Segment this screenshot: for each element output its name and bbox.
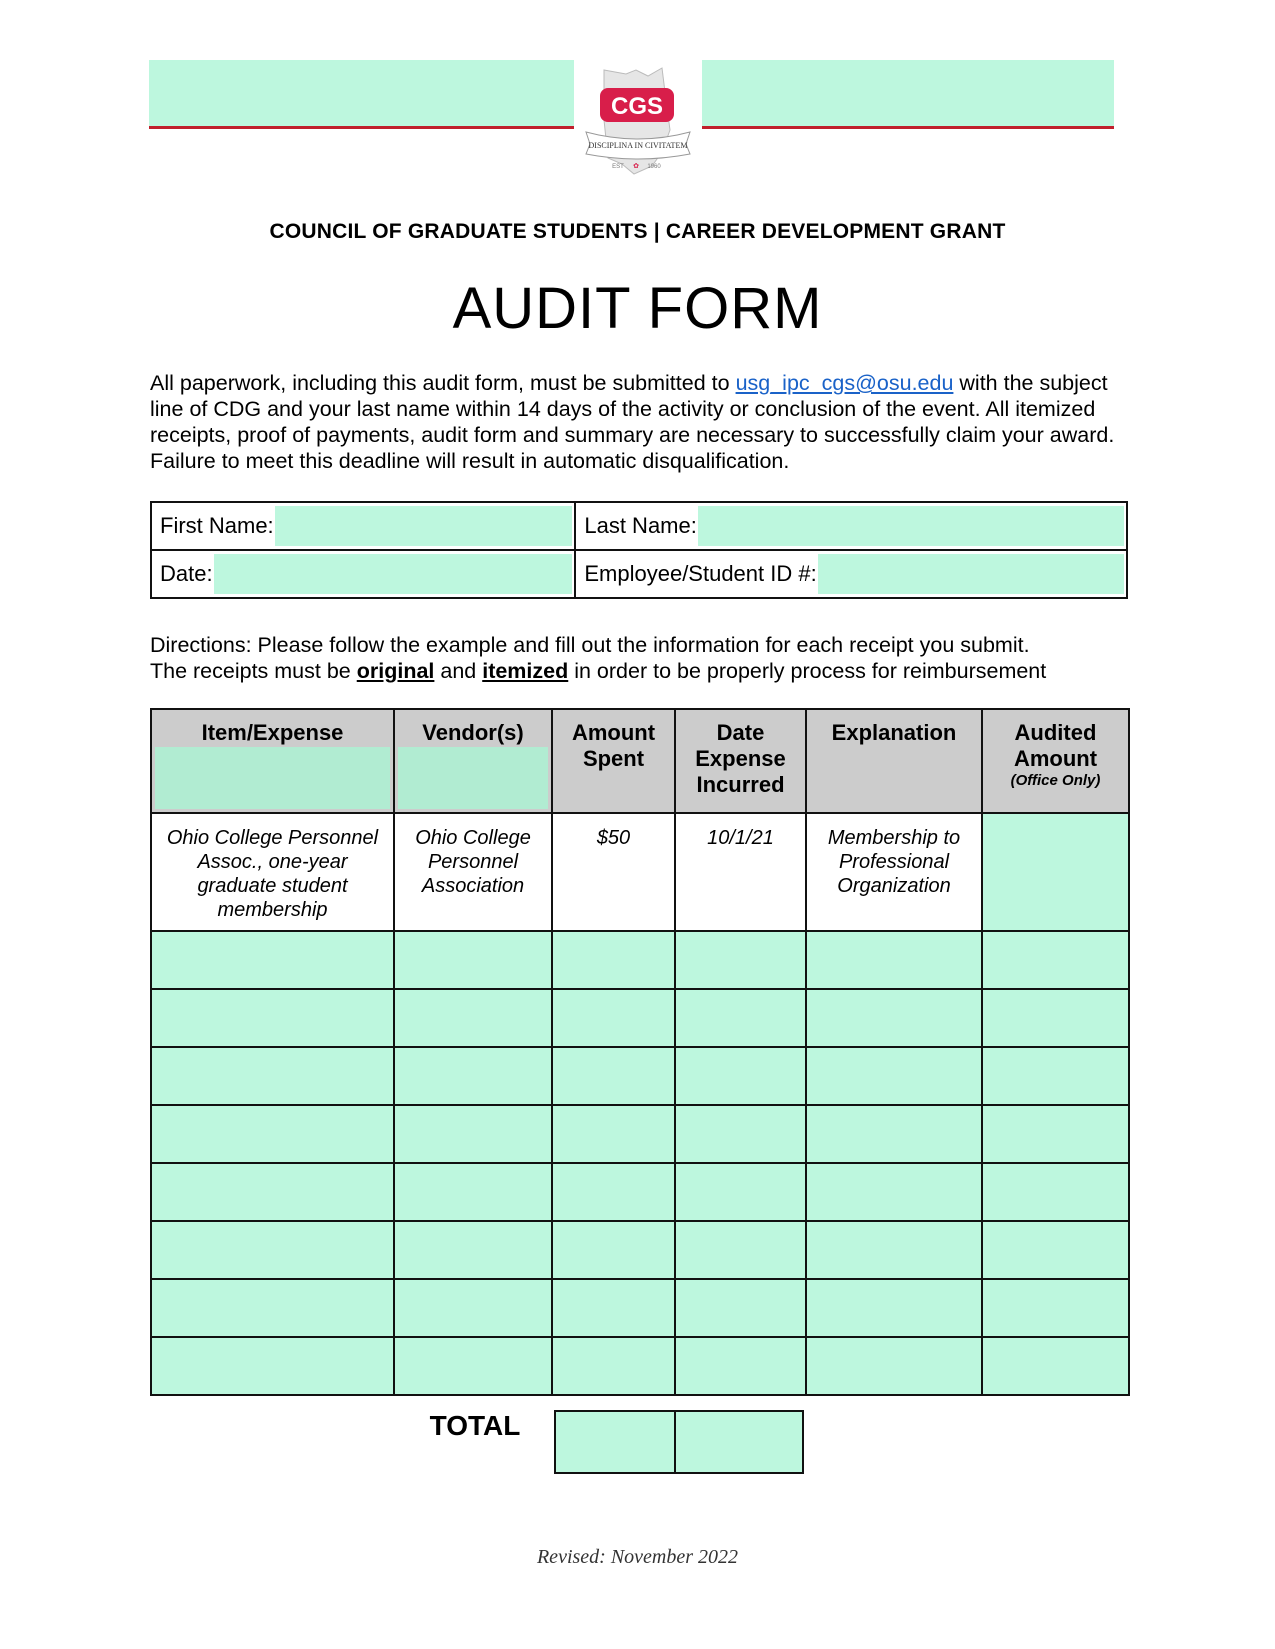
amount-entry-field[interactable]: [552, 1279, 675, 1337]
example-row: [151, 813, 1129, 931]
header-vendor-fill[interactable]: [398, 747, 548, 809]
date-entry-field[interactable]: [675, 989, 806, 1047]
item-entry-field[interactable]: [151, 931, 394, 989]
audited-entry-field[interactable]: [982, 1337, 1129, 1395]
expense-table: [150, 708, 1130, 1396]
item-entry-field[interactable]: [151, 1279, 394, 1337]
item-entry-field[interactable]: [151, 989, 394, 1047]
item-entry-field[interactable]: [151, 1163, 394, 1221]
audited-entry-field[interactable]: [982, 1221, 1129, 1279]
audited-entry-field[interactable]: [982, 989, 1129, 1047]
directions-itemized: itemized: [482, 659, 569, 683]
employee-id-input[interactable]: [818, 554, 1124, 594]
applicant-info-table: [150, 501, 1128, 599]
amount-entry-field[interactable]: [552, 1047, 675, 1105]
logo-year: 1960: [647, 164, 661, 170]
revised-date: Revised: November 2022: [536, 1546, 739, 1568]
vendor-entry-field[interactable]: [394, 1105, 552, 1163]
header-audited-amount: Audited Amount (Office Only): [982, 709, 1129, 813]
amount-entry-field[interactable]: [552, 1163, 675, 1221]
date-label: Date:: [160, 561, 213, 586]
explanation-entry-field[interactable]: [806, 1221, 982, 1279]
header-item-fill[interactable]: [155, 747, 390, 809]
last-name-label: Last Name:: [584, 513, 697, 538]
header-date-incurred: Date Expense Incurred: [675, 709, 806, 813]
directions-original: original: [356, 659, 435, 683]
explanation-entry-field[interactable]: [806, 989, 982, 1047]
amount-entry-field[interactable]: [552, 931, 675, 989]
vendor-entry-field[interactable]: [394, 989, 552, 1047]
vendor-entry-field[interactable]: [394, 1163, 552, 1221]
table-row: [151, 1163, 1129, 1221]
amount-entry-field[interactable]: [552, 1221, 675, 1279]
vendor-entry-field[interactable]: [394, 1047, 552, 1105]
date-entry-field[interactable]: [675, 1163, 806, 1221]
page-title: AUDIT FORM: [452, 276, 823, 341]
example-item: Ohio College Personnel Assoc., one-year graduate student membership: [151, 813, 394, 931]
explanation-entry-field[interactable]: [806, 1105, 982, 1163]
table-row: [151, 1221, 1129, 1279]
directions-line-2b: in order to be properly process for reimbursement: [568, 659, 1047, 683]
intro-paragraph: [150, 370, 1130, 474]
directions-and: and: [434, 659, 483, 683]
audited-entry-field[interactable]: [982, 931, 1129, 989]
header-vendor: Vendor(s): [394, 709, 552, 813]
date-entry-field[interactable]: [675, 1105, 806, 1163]
total-amount-spent-field[interactable]: [555, 1411, 675, 1473]
vendor-entry-field[interactable]: [394, 1337, 552, 1395]
cgs-logo: [574, 60, 702, 178]
last-name-cell: [575, 502, 1127, 550]
example-explanation: Membership to Professional Organization: [806, 813, 982, 931]
audited-entry-field[interactable]: [982, 1163, 1129, 1221]
amount-entry-field[interactable]: [552, 1337, 675, 1395]
amount-entry-field[interactable]: [552, 1105, 675, 1163]
totals-table: [554, 1410, 804, 1474]
explanation-entry-field[interactable]: [806, 1047, 982, 1105]
first-name-cell: [151, 502, 575, 550]
total-date-field[interactable]: [675, 1411, 803, 1473]
directions-text: [150, 632, 1140, 684]
directions-line-2a: The receipts must be: [150, 659, 357, 683]
date-cell: [151, 550, 575, 598]
intro-text-start: All paperwork, including this audit form, must be submitted to: [150, 371, 736, 395]
page-subtitle: COUNCIL OF GRADUATE STUDENTS | CAREER DEVELOPMENT GRANT: [269, 220, 1006, 243]
intro-text-end: with the subject line of CDG and your last name within 14 days of the activity or conclusion of the event. All itemized receipts, proof of payments, audit form and summary are necessary to successfully claim your award. Failure to meet this deadline will result in automatic disqualification.: [150, 371, 1115, 473]
audited-entry-field[interactable]: [982, 1279, 1129, 1337]
logo-text: CGS: [610, 93, 664, 120]
header-banner-right: [702, 60, 1114, 129]
employee-id-label: Employee/Student ID #:: [584, 561, 817, 586]
first-name-input[interactable]: [275, 506, 573, 546]
table-row: [151, 1047, 1129, 1105]
table-row: [151, 1279, 1129, 1337]
table-row: [151, 989, 1129, 1047]
date-input[interactable]: [214, 554, 573, 594]
email-link[interactable]: usg_ipc_cgs@osu.edu: [735, 371, 954, 395]
example-date: 10/1/21: [675, 813, 806, 931]
audited-entry-field[interactable]: [982, 1105, 1129, 1163]
table-row: [151, 1337, 1129, 1395]
logo-motto: DISCIPLINA IN CIVITATEM: [588, 141, 688, 150]
header-banner-left: [149, 60, 574, 129]
logo-est: EST: [612, 164, 624, 170]
vendor-entry-field[interactable]: [394, 1279, 552, 1337]
first-name-label: First Name:: [160, 513, 274, 538]
buckeye-leaf-icon: ✿: [633, 163, 639, 170]
last-name-input[interactable]: [698, 506, 1124, 546]
vendor-entry-field[interactable]: [394, 1221, 552, 1279]
explanation-entry-field[interactable]: [806, 1279, 982, 1337]
table-row: [151, 1105, 1129, 1163]
header-item-expense: Item/Expense: [151, 709, 394, 813]
explanation-entry-field[interactable]: [806, 1163, 982, 1221]
item-entry-field[interactable]: [151, 1337, 394, 1395]
date-entry-field[interactable]: [675, 1337, 806, 1395]
item-entry-field[interactable]: [151, 1105, 394, 1163]
date-entry-field[interactable]: [675, 1047, 806, 1105]
item-entry-field[interactable]: [151, 1221, 394, 1279]
header-amount-spent: Amount Spent: [552, 709, 675, 813]
date-entry-field[interactable]: [675, 1221, 806, 1279]
directions-line-1: Directions: Please follow the example and fill out the information for each receipt you submit.: [150, 633, 1030, 657]
date-entry-field[interactable]: [675, 1279, 806, 1337]
example-audited-amount-field[interactable]: [982, 813, 1129, 931]
amount-entry-field[interactable]: [552, 989, 675, 1047]
item-entry-field[interactable]: [151, 1047, 394, 1105]
vendor-entry-field[interactable]: [394, 931, 552, 989]
explanation-entry-field[interactable]: [806, 1337, 982, 1395]
table-row: [151, 931, 1129, 989]
header-explanation: Explanation: [806, 709, 982, 813]
explanation-entry-field[interactable]: [806, 931, 982, 989]
total-label: TOTAL: [429, 1410, 521, 1441]
audited-entry-field[interactable]: [982, 1047, 1129, 1105]
date-entry-field[interactable]: [675, 931, 806, 989]
employee-id-cell: [575, 550, 1127, 598]
example-vendor: Ohio College Personnel Association: [394, 813, 552, 931]
example-amount: $50: [552, 813, 675, 931]
